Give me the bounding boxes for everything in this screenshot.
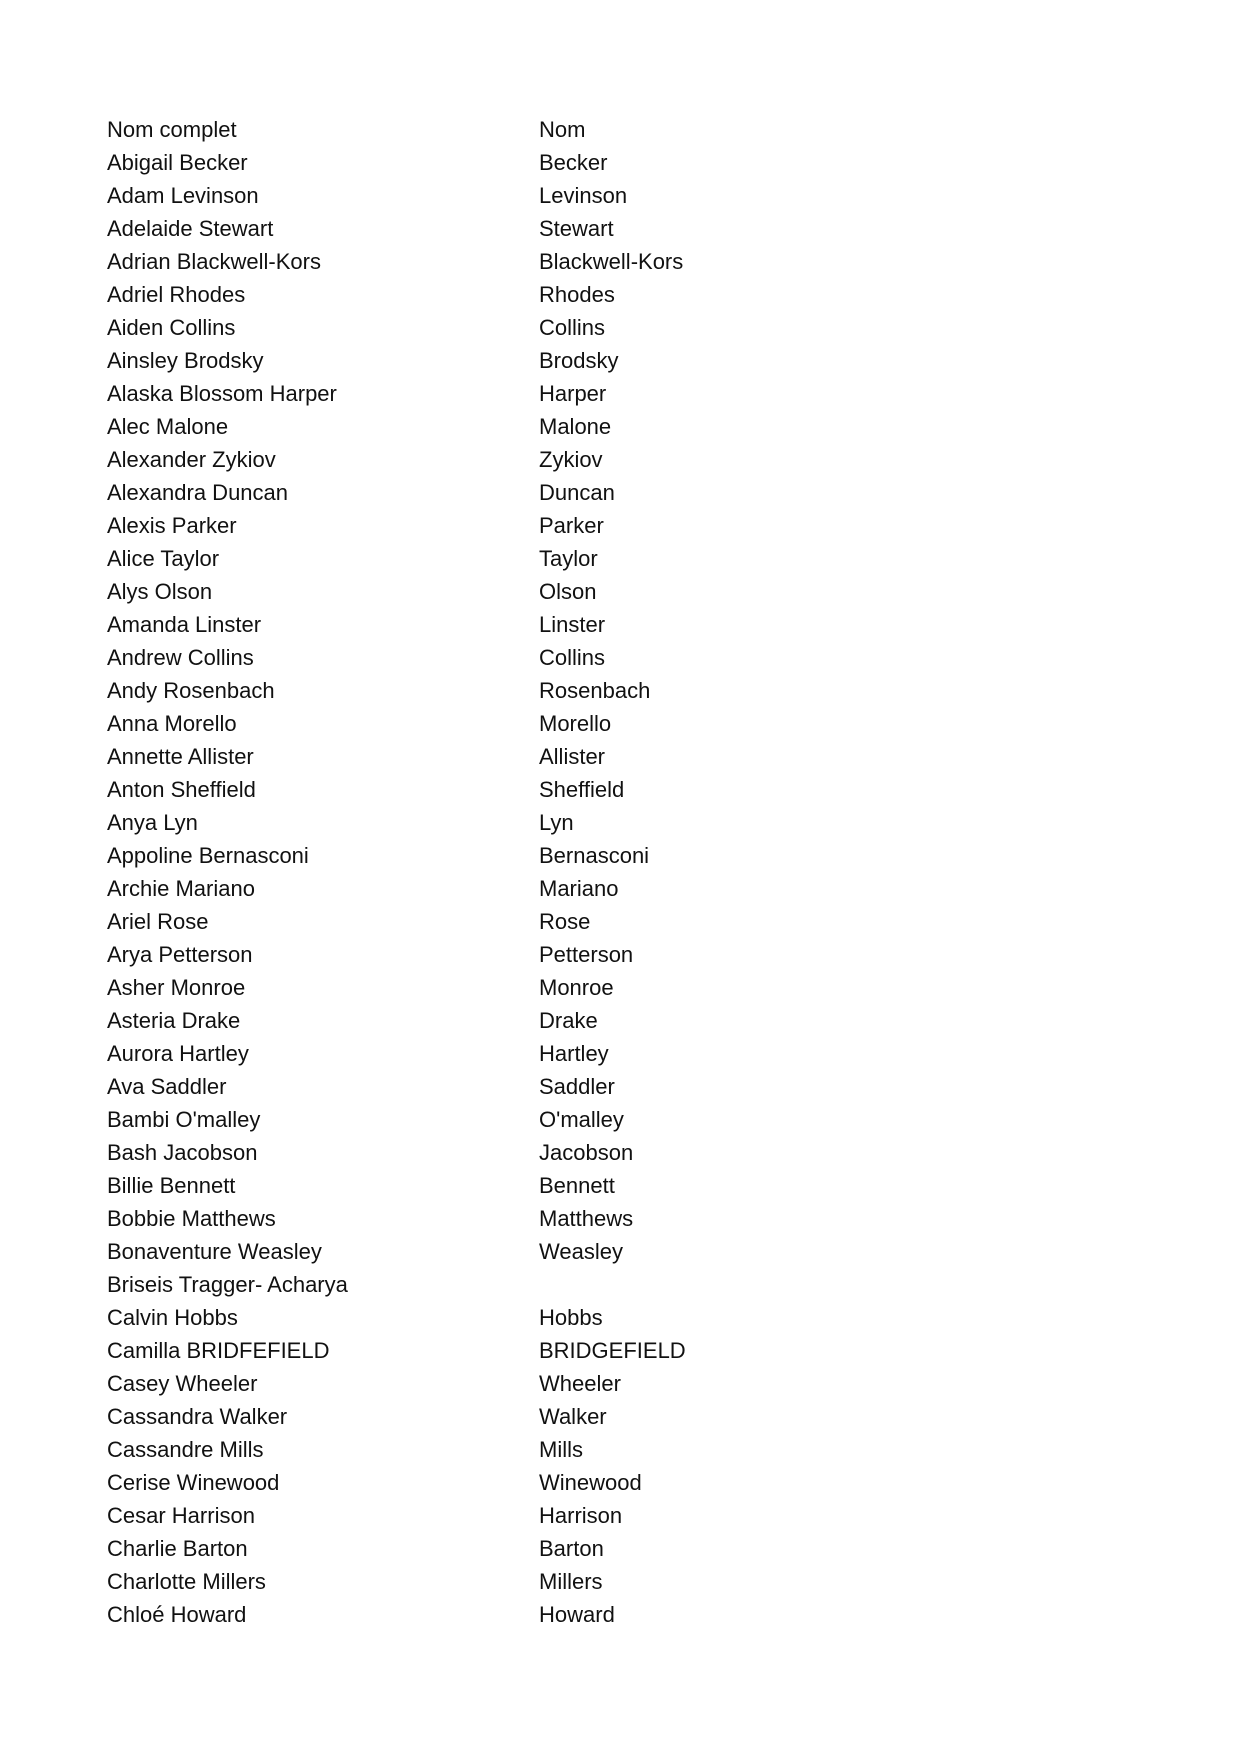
last-name-cell: Mariano [539,876,619,901]
full-name-cell: Andrew Collins [107,645,254,670]
full-name-cell: Calvin Hobbs [107,1305,238,1330]
full-name-cell: Alexandra Duncan [107,480,289,505]
full-name-cell: Amanda Linster [107,612,262,637]
header-last-name: Nom [539,117,586,142]
last-name-cell: Brodsky [539,348,619,373]
full-name-cell: Appoline Bernasconi [107,843,309,868]
table-row [107,1466,807,1499]
last-name-cell: Weasley [539,1239,623,1264]
last-name-cell: Taylor [539,546,598,571]
full-name-cell: Alys Olson [107,579,213,604]
table-row [107,1301,807,1334]
table-row [107,1235,807,1268]
last-name-cell: Bennett [539,1173,615,1198]
full-name-cell: Andy Rosenbach [107,678,275,703]
table-row [107,1268,807,1301]
last-name-cell: Collins [539,315,606,340]
last-name-cell: Hobbs [539,1305,603,1330]
table-row [107,278,807,311]
last-name-cell: Morello [539,711,612,736]
table-row [107,905,807,938]
full-name-cell: Alec Malone [107,414,229,439]
full-name-cell: Charlie Barton [107,1536,248,1561]
table-row [107,1400,807,1433]
last-name-cell: Rhodes [539,282,615,307]
full-name-cell: Billie Bennett [107,1173,236,1198]
last-name-cell: Rosenbach [539,678,651,703]
table-row [107,1532,807,1565]
table-row [107,179,807,212]
table-row [107,542,807,575]
table-row [107,1103,807,1136]
last-name-cell: Levinson [539,183,628,208]
table-row [107,938,807,971]
last-name-cell: Petterson [539,942,634,967]
table-row [107,1136,807,1169]
last-name-cell: BRIDGEFIELD [539,1338,686,1363]
table-row [107,1565,807,1598]
full-name-cell: Chloé Howard [107,1602,247,1627]
full-name-cell: Adelaide Stewart [107,216,274,241]
last-name-cell: Olson [539,579,597,604]
last-name-cell: Drake [539,1008,598,1033]
table-row [107,410,807,443]
full-name-cell: Anna Morello [107,711,237,736]
full-name-cell: Asher Monroe [107,975,246,1000]
full-name-cell: Briseis Tragger- Acharya [107,1272,348,1297]
full-name-cell: Archie Mariano [107,876,255,901]
last-name-cell: Hartley [539,1041,609,1066]
table-row [107,839,807,872]
last-name-cell: Parker [539,513,604,538]
table-row [107,344,807,377]
full-name-cell: Adrian Blackwell-Kors [107,249,321,274]
table-row [107,740,807,773]
table-row [107,608,807,641]
table-row [107,509,807,542]
full-name-cell: Bobbie Matthews [107,1206,276,1231]
full-name-cell: Anya Lyn [107,810,198,835]
last-name-cell: Howard [539,1602,615,1627]
full-name-cell: Ariel Rose [107,909,209,934]
table-row [107,146,807,179]
full-name-cell: Abigail Becker [107,150,248,175]
full-name-cell: Ainsley Brodsky [107,348,264,373]
table-row [107,443,807,476]
table-row [107,311,807,344]
full-name-cell: Bash Jacobson [107,1140,258,1165]
last-name-cell: Saddler [539,1074,615,1099]
table-row [107,476,807,509]
table-row [107,806,807,839]
table-row [107,971,807,1004]
full-name-cell: Arya Petterson [107,942,253,967]
last-name-cell [539,1268,799,1301]
table-row [107,1070,807,1103]
table-row [107,1037,807,1070]
last-name-cell: Matthews [539,1206,634,1231]
full-name-cell: Alexis Parker [107,513,237,538]
table-row [107,575,807,608]
header-row [107,113,807,146]
last-name-cell: O'malley [539,1107,624,1132]
full-name-cell: Camilla BRIDFEFIELD [107,1338,330,1363]
last-name-cell: Collins [539,645,606,670]
full-name-cell: Cassandre Mills [107,1437,264,1462]
last-name-cell: Sheffield [539,777,625,802]
full-name-cell: Annette Allister [107,744,254,769]
table-row [107,212,807,245]
table-row [107,1598,807,1631]
table-row [107,245,807,278]
last-name-cell: Winewood [539,1470,642,1495]
table-row [107,674,807,707]
last-name-cell: Stewart [539,216,614,241]
full-name-cell: Cerise Winewood [107,1470,280,1495]
full-name-cell: Adriel Rhodes [107,282,246,307]
table-row [107,872,807,905]
table-row [107,1004,807,1037]
last-name-cell: Millers [539,1569,603,1594]
last-name-cell: Walker [539,1404,607,1429]
table-row [107,1169,807,1202]
last-name-cell: Barton [539,1536,604,1561]
table-row [107,1334,807,1367]
last-name-cell: Wheeler [539,1371,621,1396]
last-name-cell: Lyn [539,810,574,835]
full-name-cell: Anton Sheffield [107,777,256,802]
table-row [107,773,807,806]
full-name-cell: Charlotte Millers [107,1569,266,1594]
last-name-cell: Linster [539,612,606,637]
table-row [107,1499,807,1532]
last-name-cell: Monroe [539,975,614,1000]
last-name-cell: Harrison [539,1503,623,1528]
names-table [107,113,807,1631]
full-name-cell: Alaska Blossom Harper [107,381,337,406]
full-name-cell: Cesar Harrison [107,1503,255,1528]
last-name-cell: Allister [539,744,606,769]
last-name-cell: Mills [539,1437,583,1462]
table-row [107,1202,807,1235]
table-row [107,707,807,740]
table-row [107,377,807,410]
full-name-cell: Cassandra Walker [107,1404,288,1429]
last-name-cell: Duncan [539,480,615,505]
table-row [107,641,807,674]
full-name-cell: Ava Saddler [107,1074,227,1099]
full-name-cell: Aurora Hartley [107,1041,249,1066]
last-name-cell: Zykiov [539,447,603,472]
full-name-cell: Casey Wheeler [107,1371,258,1396]
full-name-cell: Bambi O'malley [107,1107,261,1132]
table-row [107,1433,807,1466]
full-name-cell: Bonaventure Weasley [107,1239,322,1264]
last-name-cell: Bernasconi [539,843,650,868]
full-name-cell: Adam Levinson [107,183,259,208]
header-full-name: Nom complet [107,117,237,142]
last-name-cell: Jacobson [539,1140,634,1165]
last-name-cell: Blackwell-Kors [539,249,684,274]
last-name-cell: Harper [539,381,607,406]
last-name-cell: Malone [539,414,612,439]
last-name-cell: Becker [539,150,608,175]
last-name-cell: Rose [539,909,591,934]
full-name-cell: Asteria Drake [107,1008,241,1033]
table-row [107,1367,807,1400]
full-name-cell: Alexander Zykiov [107,447,276,472]
full-name-cell: Aiden Collins [107,315,236,340]
full-name-cell: Alice Taylor [107,546,220,571]
